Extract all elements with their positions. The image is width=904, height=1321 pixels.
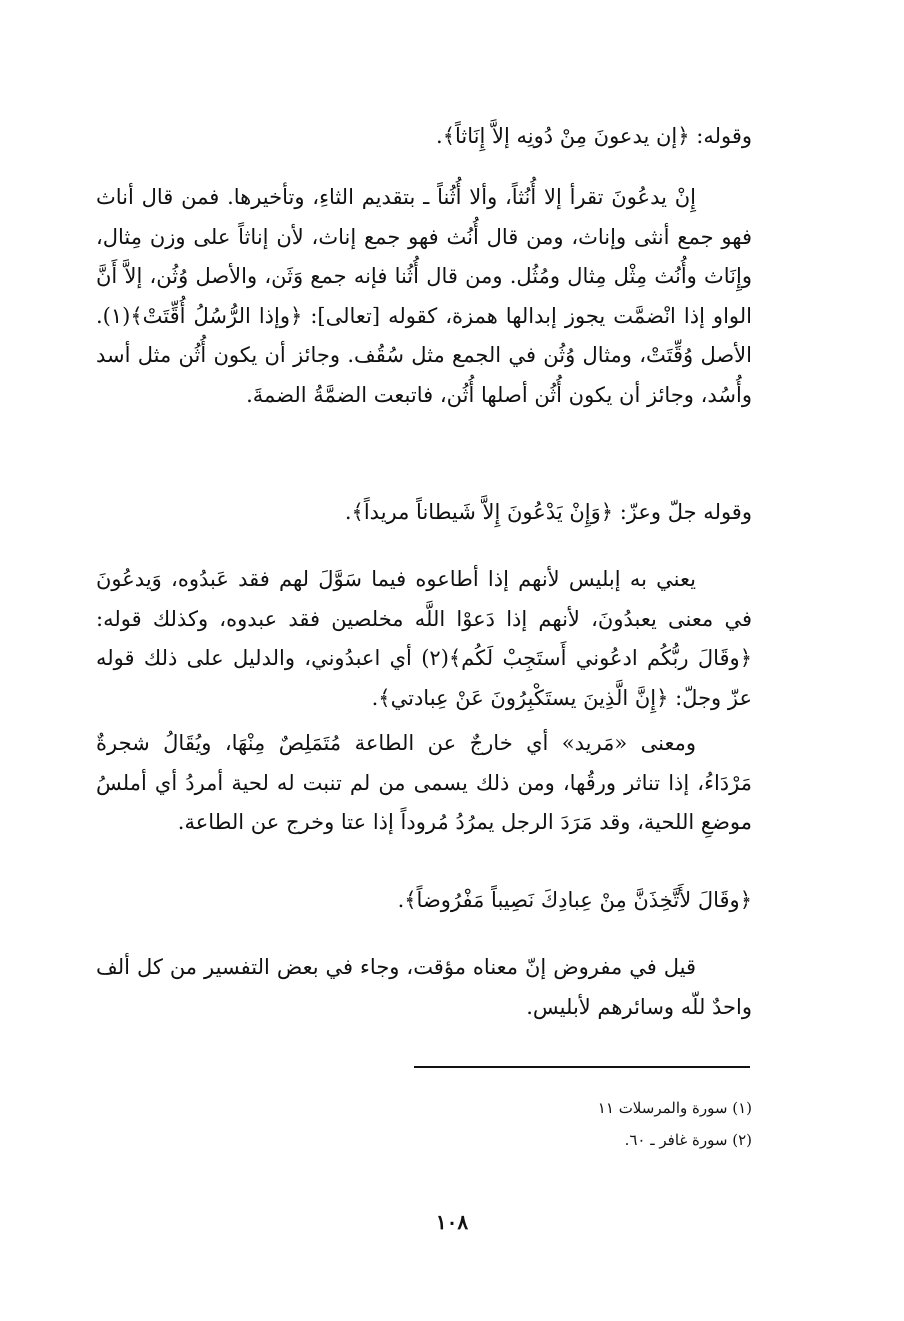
footnote-2: (٢) سورة غافر ـ ٦٠. [624,1131,752,1149]
page-number: ١٠٨ [435,1210,469,1234]
quran-verse-heading-3: ﴿وقَالَ لأَتَّخِذَنَّ مِنْ عِبادِكَ نَصِيباً مَفْرُوضاً﴾. [397,888,752,912]
footnotes [598,1092,752,1156]
quran-verse-heading-1: وقوله: ﴿إن يدعونَ مِنْ دُونِه إلاَّ إِنَاثاً﴾. [436,124,752,148]
quran-verse-heading-2: وقوله جلّ وعزّ: ﴿وَإِنْ يَدْعُونَ إِلاَّ شَيطاناً مريداً﴾. [344,500,752,524]
footnote-divider [414,1066,750,1068]
paragraph-mafrud-meaning: قيل في مفروض إنّ معناه مؤقت، وجاء في بعض التفسير من كل ألف واحدٌ للّه وسائرهم لأبليس. [96,955,752,1019]
footnote-1: (١) سورة والمرسلات ١١ [597,1099,752,1117]
paragraph-iblis-worship: يعني به إبليس لأنهم إذا أطاعوه فيما سَوَّلَ لهم فقد عَبدُوه، وَيدعُونَ في معنى يعبدُونَ، لأنهم إذا دَعوْا اللَّه مخلصين فقد عبدوه، وكذلك قوله: ﴿وقَالَ ربُّكُم ادعُوني أَستَجِبْ لَكُم﴾(٢) أي اعبدُوني، والدليل على ذلك قوله عزّ وجلّ: ﴿إِنَّ الَّذِينَ يستَكْبِرُونَ عَنْ عِبادتي﴾. [96,567,752,710]
paragraph-marid-meaning: ومعنى «مَريد» أي خارجٌ عن الطاعة مُتَمَلِصٌ مِنْهَا، ويُقَالُ شجرةٌ مَرْدَاءُ، إذا تناثر ورقُها، ومن ذلك يسمى من لم تنبت له لحية أمردُ أي أملسُ موضعِ اللحية، وقد مَرَدَ الرجل يمرُدُ مُروداً إذا عتا وخرج عن الطاعة. [96,731,752,835]
paragraph-anath: إِنْ يدعُونَ تقرأ إلا أُنُثاً، وألا أُثُناً ـ بتقديم الثاءِ، وتأخيرها. فمن قال أناث فهو جمع أنثى وإناث، ومن قال أُنُث فهو جمع إناث، لأن إناثاً على وزن مِثال، وإِنَاث وأُنُث مِثْل مِثال ومُثُل. ومن قال أُثُنا فإنه جمع وَثَن، والأصل وُثُن، إلاَّ أَنَّ الواو إذا انْضمَّت يجوز إبدالها همزة، كقوله [تعالى]: ﴿وإذا الرُّسُلُ أُقِّتَتْ﴾(١). الأصل وُقِّتَتْ، ومثال وُثُن في الجمع مثل سُقُف. وجائز أن يكون أُثُن مثل أسد وأُسُد، وجائز أن يكون أُثُن أصلها أُثُن، فاتبعت الضمَّةُ الضمةَ. [96,185,752,407]
